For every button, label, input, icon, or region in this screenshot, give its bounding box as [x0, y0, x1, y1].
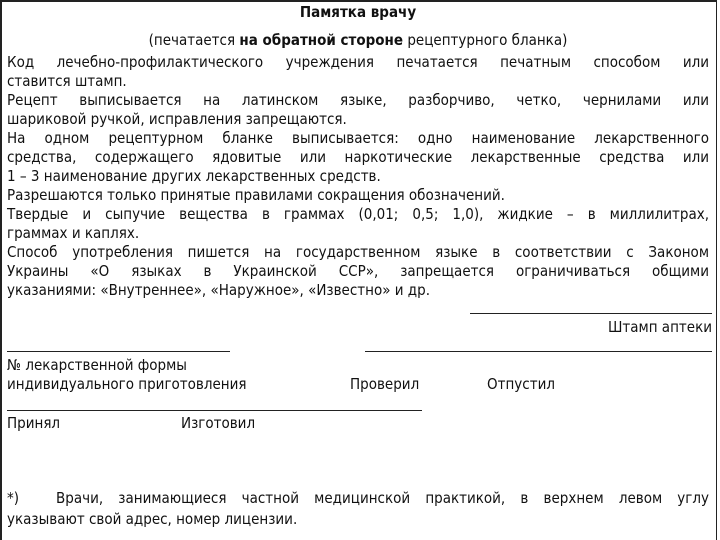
signature-line	[365, 351, 712, 352]
checked-label: Проверил	[350, 375, 420, 393]
form-number-label-1: № лекарственной формы	[7, 356, 187, 374]
footnote-line-1: Врачи, занимающиеся частной медицинской практикой, в верхнем левом углу	[56, 489, 709, 507]
text-line: Украины «О языках в Украинской ССР», запрещается ограничиваться общими	[7, 262, 709, 280]
text-line: Твердые и сыпучие вещества в граммах (0,01; 0,5; 1,0), жидкие – в миллилитрах,	[7, 205, 709, 223]
page-title: Памятка врачу	[299, 3, 417, 21]
subtitle-pre: (печатается	[148, 31, 240, 49]
received-line	[7, 410, 422, 411]
text-line: указаниями: «Внутреннее», «Наружное», «Известно» и др.	[7, 281, 430, 299]
text-line: Рецепт выписывается на латинском языке, разборчиво, четко, чернилами или	[7, 91, 709, 109]
text-line: Разрешаются только принятые правилами сокращения обозначений.	[7, 186, 505, 204]
text-line: 1 – 3 наименование других лекарственных средств.	[7, 167, 381, 185]
text-line: Способ употребления пишется на государственном языке в соответствии с Законом	[7, 243, 709, 261]
text-line: ставится штамп.	[7, 72, 127, 90]
text-line: средства, содержащего ядовитые или наркотические лекарственные средства или	[7, 148, 709, 166]
form-number-line	[7, 351, 230, 352]
dispensed-label: Отпустил	[487, 375, 555, 393]
text-line: граммах и каплях.	[7, 224, 140, 242]
stamp-line	[470, 313, 712, 314]
subtitle-bold: на обратной стороне	[239, 31, 404, 49]
made-label: Изготовил	[181, 414, 256, 432]
form-number-label-2: индивидуального приготовления	[7, 375, 247, 393]
text-line: На одном рецептурном бланке выписывается: одно наименование лекарственного	[7, 129, 709, 147]
subtitle-post: рецептурного бланка)	[403, 31, 568, 49]
received-label: Принял	[7, 414, 61, 432]
footnote-marker: *)	[7, 489, 20, 507]
pharmacy-stamp-label: Штамп аптеки	[607, 318, 712, 336]
text-line: шариковой ручкой, исправления запрещаются.	[7, 110, 347, 128]
text-line: Код лечебно-профилактического учреждения печатается печатным способом или	[7, 53, 709, 71]
subtitle	[7, 31, 709, 50]
footnote-line-2: указывают свой адрес, номер лицензии.	[7, 510, 298, 528]
